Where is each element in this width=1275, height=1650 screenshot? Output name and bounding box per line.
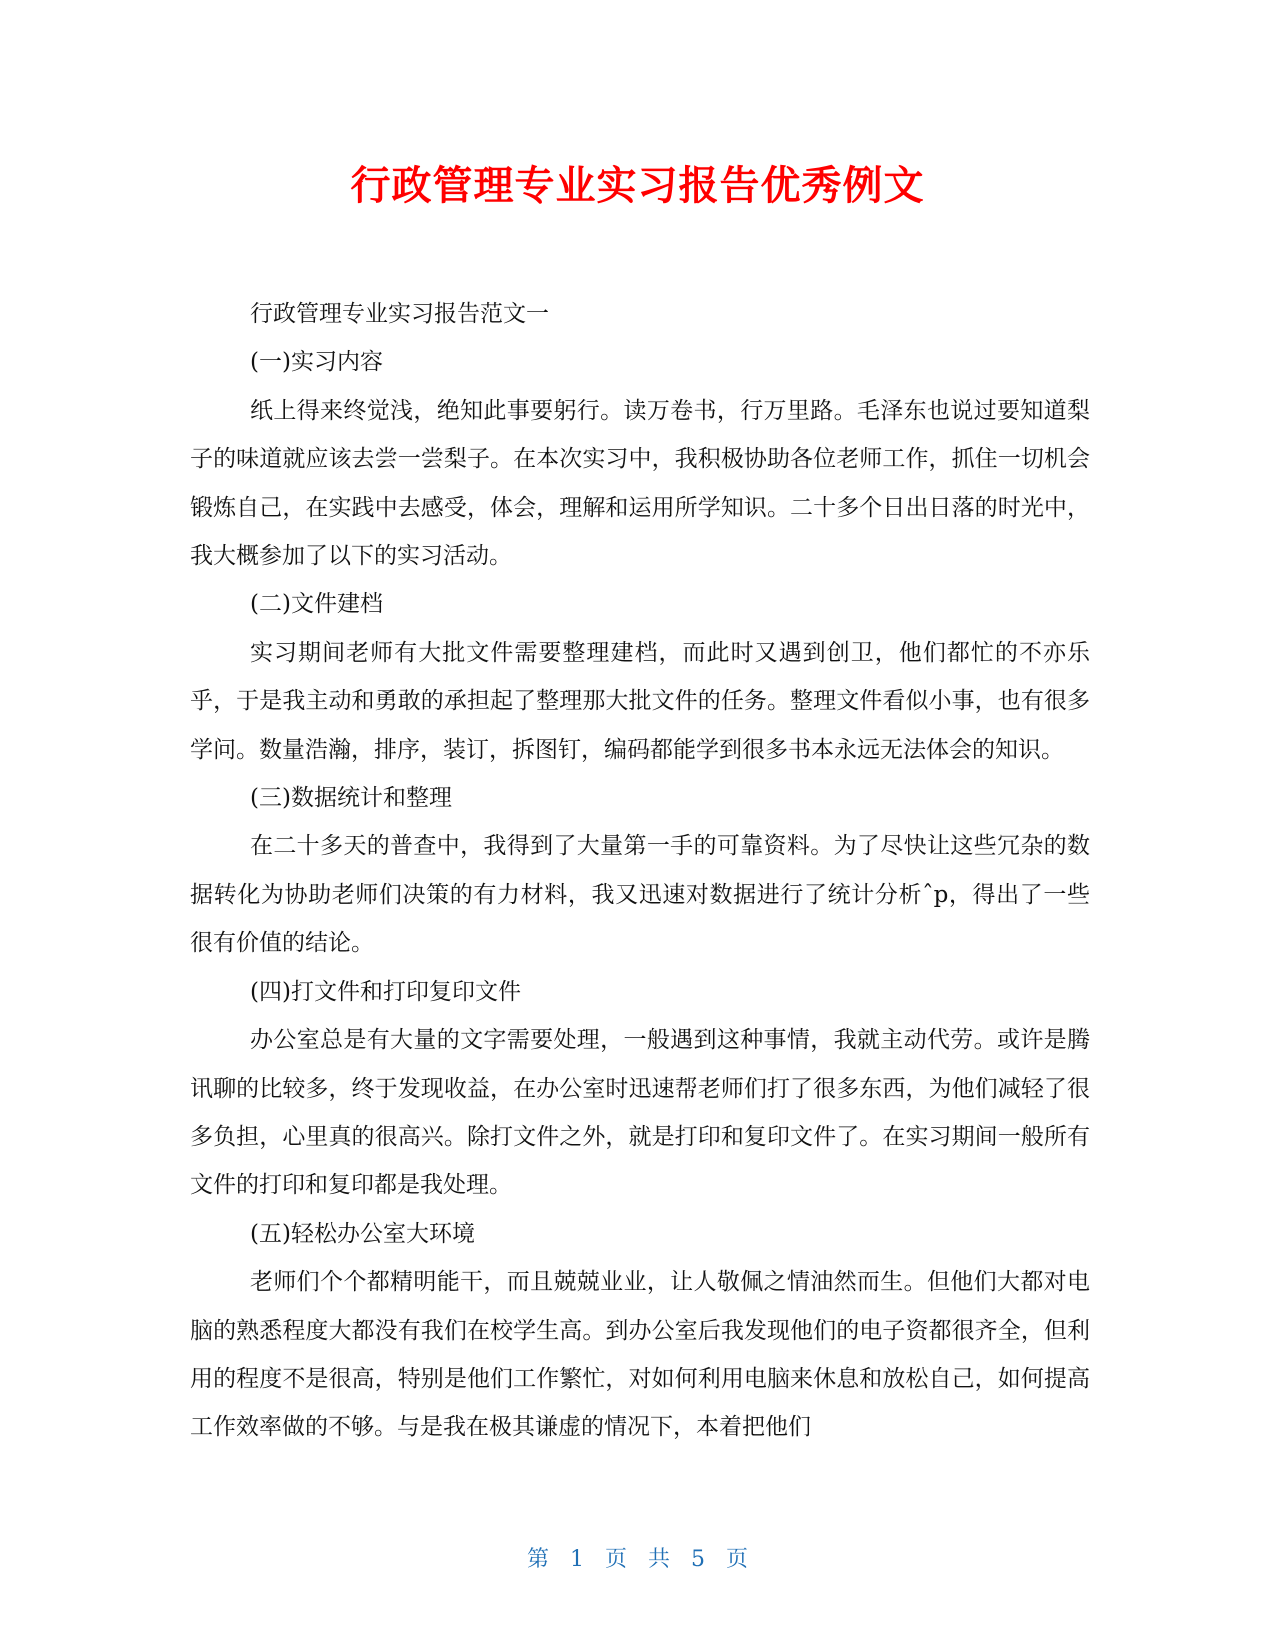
footer-total-pages: 5 [691, 1547, 706, 1572]
section-heading-data-statistics: (三)数据统计和整理 [250, 785, 452, 812]
footer-page-unit: 页 [604, 1547, 627, 1572]
section-heading-file-archiving: (二)文件建档 [250, 591, 383, 618]
paragraph-data-statistics: 在二十多天的普查中，我得到了大量第一手的可靠资料。为了尽快让这些冗杂的数据转化为协助老师们决策的有力材料，我又迅速对数据进行了统计分析ˆp，得出了一些很有价值的结论。 [190, 833, 1090, 957]
page-footer [0, 1542, 1275, 1573]
section-heading-internship-content: (一)实习内容 [250, 349, 383, 376]
section-heading-essay: 行政管理专业实习报告范文一 [250, 301, 549, 327]
footer-total-unit: 页 [726, 1547, 749, 1572]
footer-current-page: 1 [569, 1547, 584, 1572]
paragraph-office-environment: 老师们个个都精明能干，而且兢兢业业，让人敬佩之情油然而生。但他们大都对电脑的熟悉程度大都没有我们在校学生高。到办公室后我发现他们的电子资都很齐全，但利用的程度不是很高，特别是他们工作繁忙，对如何利用电脑来休息和放松自己，如何提高工作效率做的不够。与是我在极其谦虚的情况下，本着把他们 [190, 1269, 1090, 1441]
section-heading-typing-printing: (四)打文件和打印复印文件 [250, 978, 521, 1005]
section-heading-office-environment: (五)轻松办公室大环境 [250, 1220, 475, 1247]
document-body [190, 290, 1090, 1452]
footer-page-label: 第 [526, 1547, 549, 1572]
footer-total-label: 共 [648, 1547, 671, 1572]
paragraph-internship-content: 纸上得来终觉浅，绝知此事要躬行。读万卷书，行万里路。毛泽东也说过要知道梨子的味道就应该去尝一尝梨子。在本次实习中，我积极协助各位老师工作，抓住一切机会锻炼自己，在实践中去感受，体会，理解和运用所学知识。二十多个日出日落的时光中，我大概参加了以下的实习活动。 [190, 397, 1090, 570]
paragraph-file-archiving: 实习期间老师有大批文件需要整理建档，而此时又遇到创卫，他们都忙的不亦乐乎，于是我主动和勇敢的承担起了整理那大批文件的任务。整理文件看似小事，也有很多学问。数量浩瀚，排序，装订，拆图钉，编码都能学到很多书本永远无法体会的知识。 [190, 639, 1090, 763]
paragraph-typing-printing: 办公室总是有大量的文字需要处理，一般遇到这种事情，我就主动代劳。或许是腾讯聊的比较多，终于发现收益，在办公室时迅速帮老师们打了很多东西，为他们减轻了很多负担，心里真的很高兴。除打文件之外，就是打印和复印文件了。在实习期间一般所有文件的打印和复印都是我处理。 [190, 1027, 1090, 1199]
document-title: 行政管理专业实习报告优秀例文 [350, 163, 925, 209]
